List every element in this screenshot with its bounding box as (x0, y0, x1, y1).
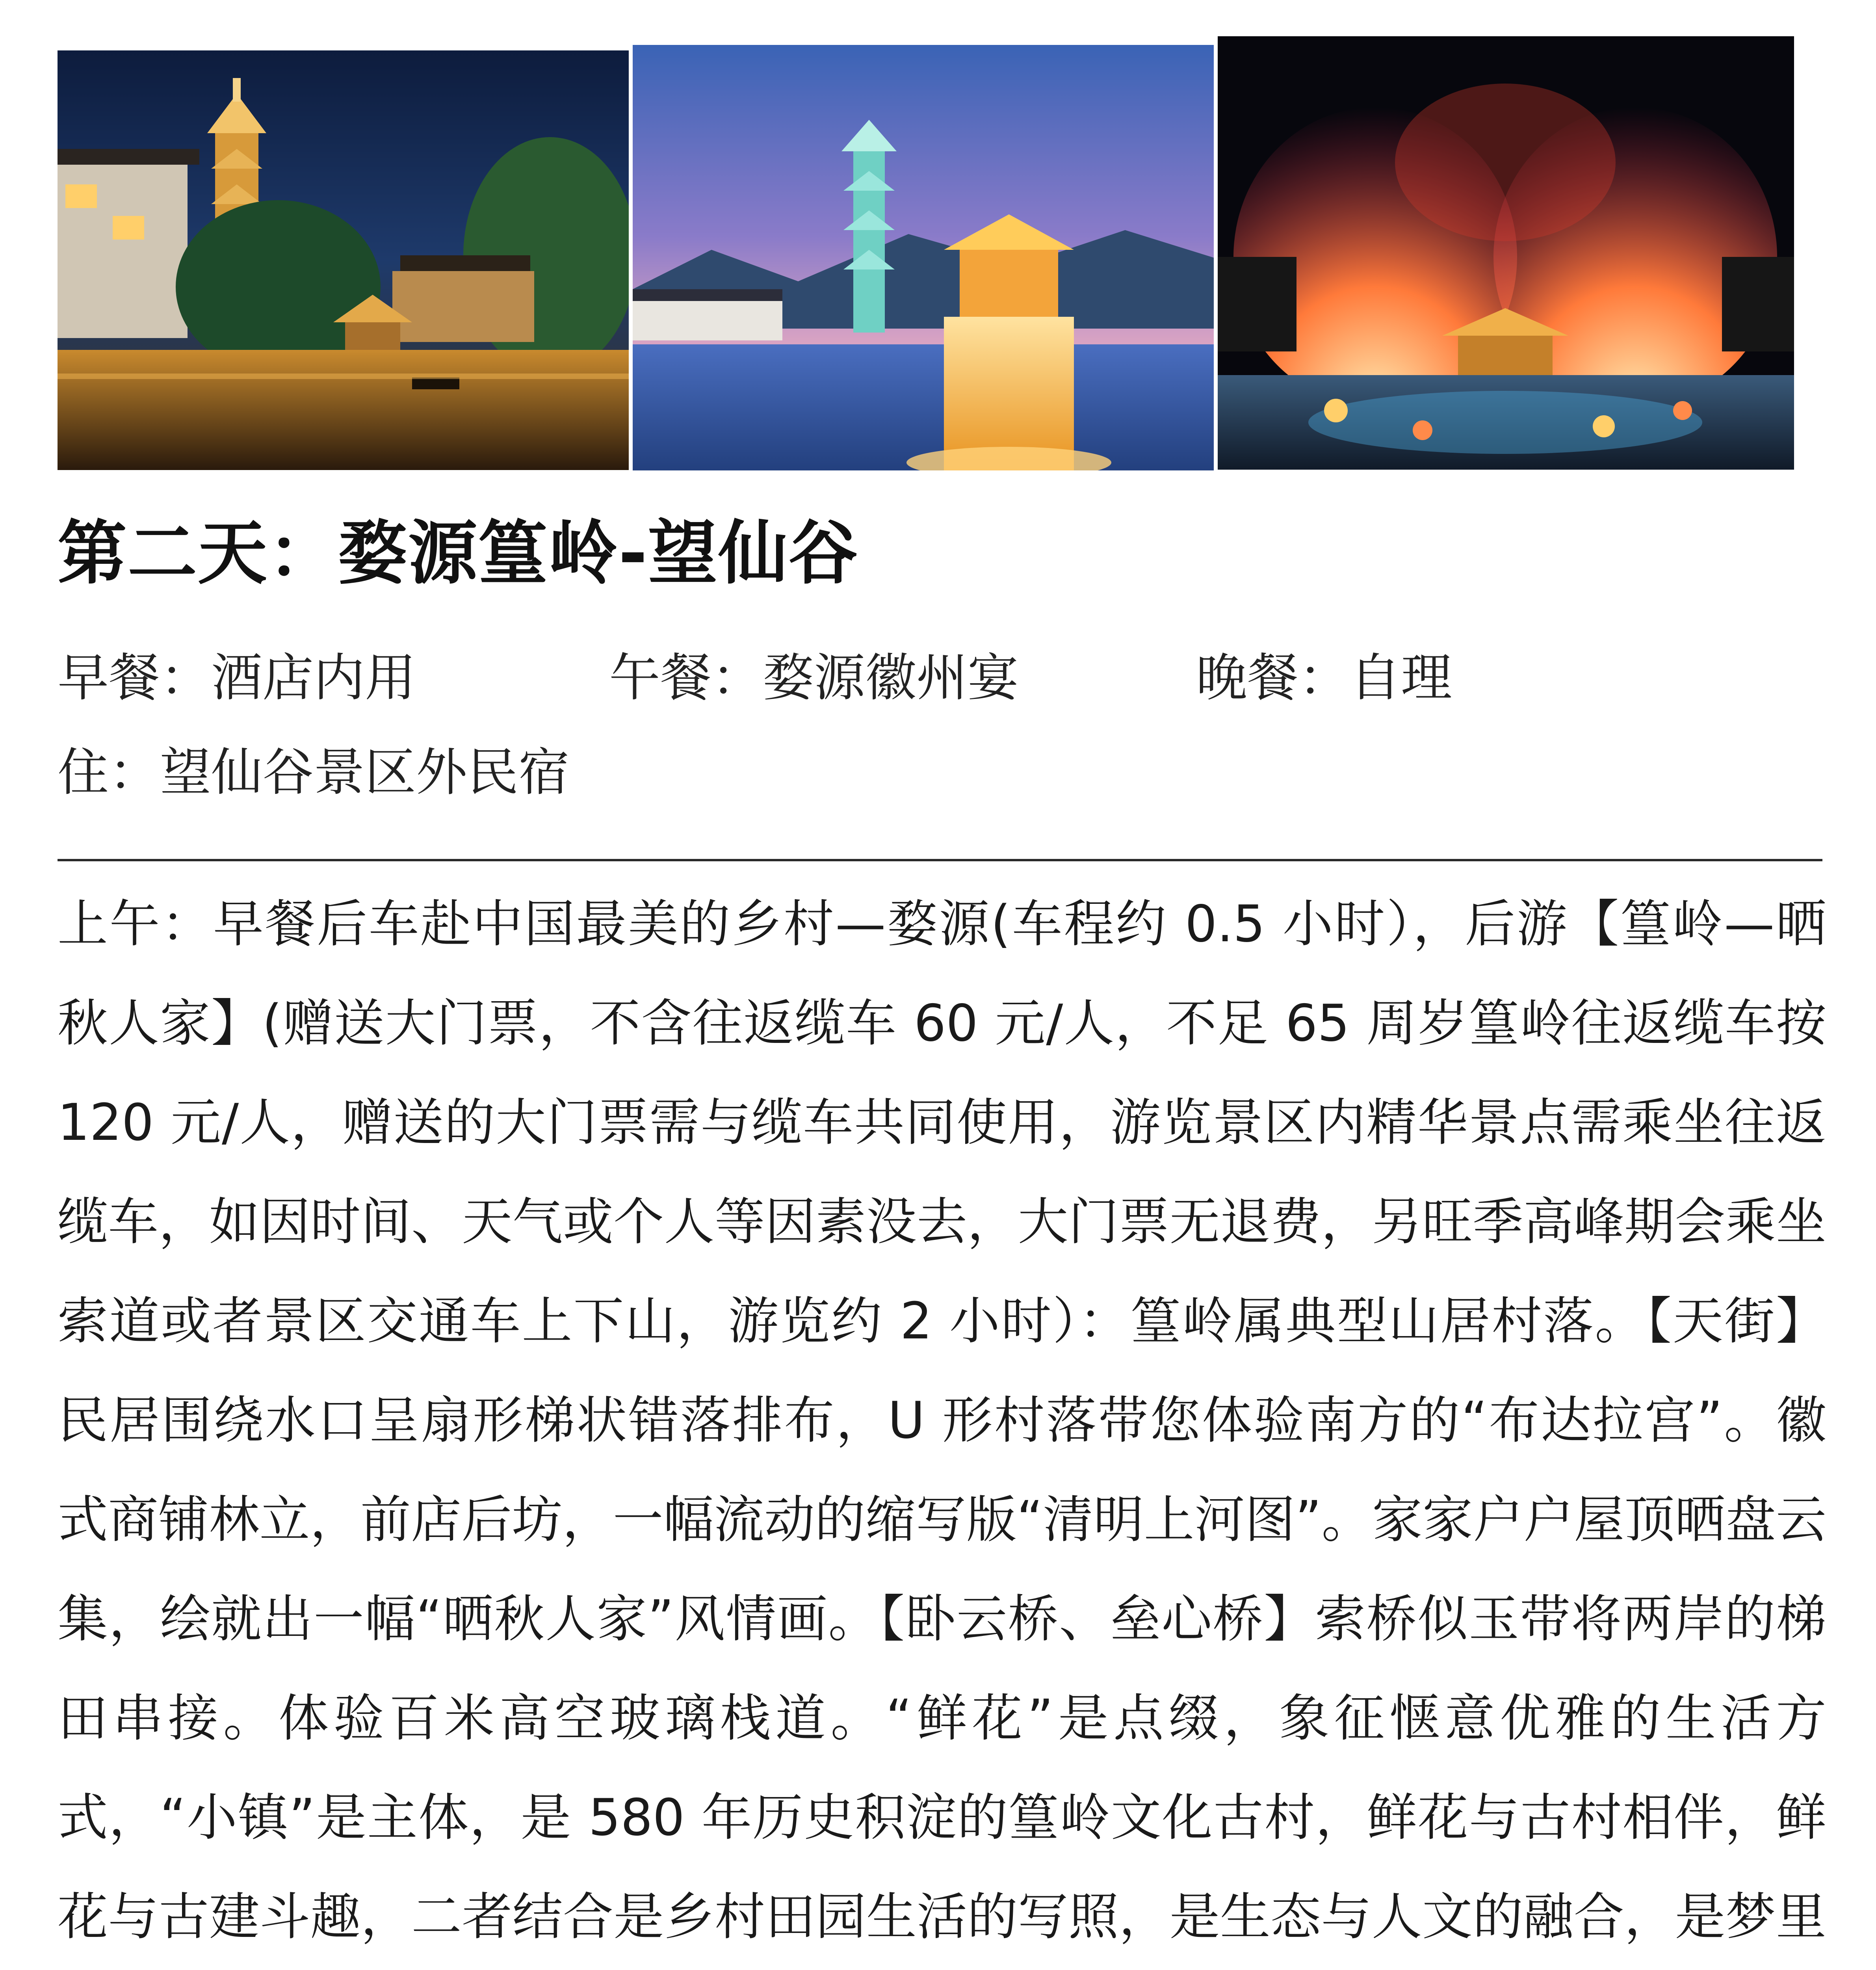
fireworks-show-photo (1218, 36, 1794, 470)
night-ancient-town-photo (58, 50, 629, 470)
pagoda-fountain-lake-photo (633, 45, 1214, 470)
page-title: 第二天：婺源篁岭-望仙谷 (58, 513, 859, 594)
dinner-info: 晚餐：自理 (1196, 648, 1453, 708)
divider (58, 859, 1822, 861)
lunch-info: 午餐：婺源徽州宴 (609, 648, 1019, 708)
morning-itinerary: 上午：早餐后车赴中国最美的乡村—婺源(车程约 0.5 小时），后游【篁岭—晒秋人家】(赠送大门票，不含往返缆车 60 元/人，不足 65 周岁篁岭往返缆车按 120 元/人，赠送的大门票需与缆车共同使用，游览景区内精华景点需乘坐往返缆车，如因时间、天气或个人等因素没去，大门票无退费，另旺季高峰期会乘坐索道或者景区交通车上下山，游览约 2 小时）：篁岭属典型山居村落。【天街】民居围绕水口呈扇形梯状错落排布，U 形村落带您体验南方的“布达拉宫”。徽式商铺林立，前店后坊，一幅流动的缩写版“清明上河图”。家家户户屋顶晒盘云集，绘就出一幅“晒秋人家”风情画。【卧云桥、垒心桥】索桥似玉带将两岸的梯田串接。体验百米高空玻璃栈道。“鲜花”是点缀，象征惬意优雅的生活方式，“小镇”是主体，是 580 年历史积淀的篁岭文化古村，鲜花与古村相伴，鲜花与古建斗趣，二者结合是乡村田园生活的写照，是生态与人文的融合，是梦里 (58, 895, 1826, 1946)
breakfast-info: 早餐：酒店内用 (58, 648, 416, 708)
accommodation-info: 住：望仙谷景区外民宿 (58, 742, 570, 802)
